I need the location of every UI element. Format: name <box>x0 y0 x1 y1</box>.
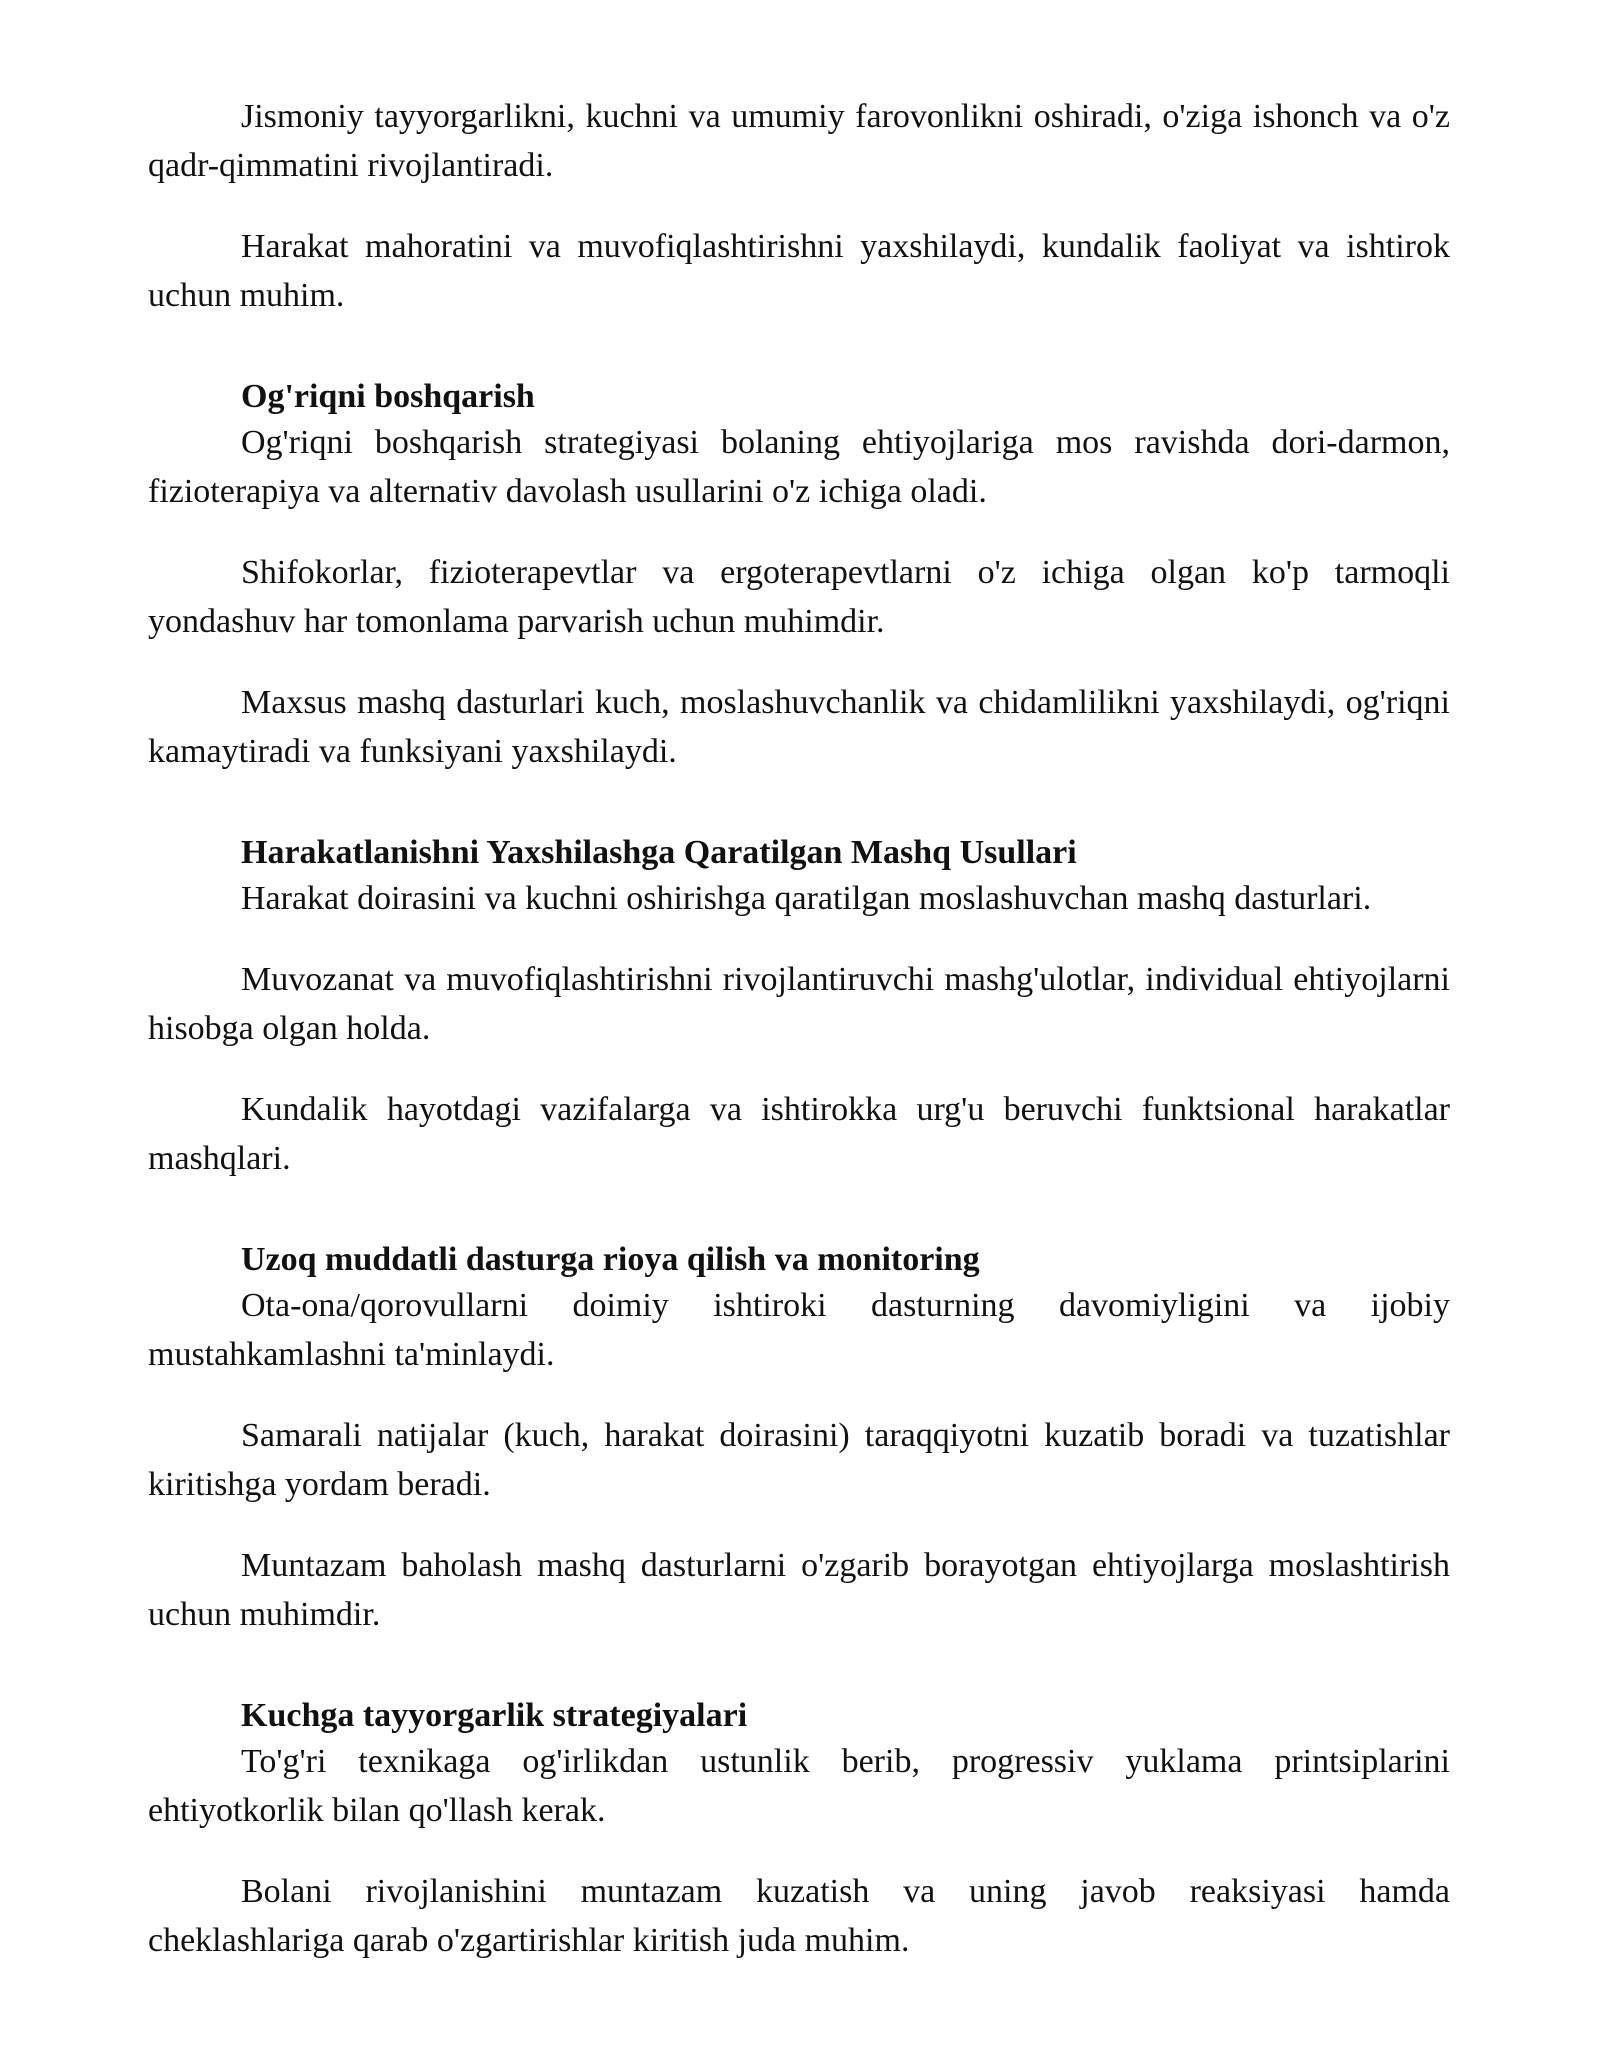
section-strength-training <box>148 1695 1450 1965</box>
section-paragraph: Og'riqni boshqarish strategiyasi bolaning ehtiyojlariga mos ravishda dori-darmon, fizioterapiya va alternativ davolash usullarini o'z ichiga oladi. <box>148 424 1450 510</box>
section-paragraph: Maxsus mashq dasturlari kuch, moslashuvchanlik va chidamlilikni yaxshilaydi, og'riqni kamaytiradi va funksiyani yaxshilaydi. <box>148 684 1450 770</box>
section-heading: Og'riqni boshqarish <box>241 378 535 415</box>
intro-paragraph: Jismoniy tayyorgarlikni, kuchni va umumiy farovonlikni oshiradi, o'ziga ishonch va o'z qadr-qimmatini rivojlantiradi. <box>148 98 1450 184</box>
section-heading: Uzoq muddatli dasturga rioya qilish va monitoring <box>241 1241 980 1278</box>
document-page <box>148 92 1450 1997</box>
section-paragraph: Muvozanat va muvofiqlashtirishni rivojlantiruvchi mashg'ulotlar, individual ehtiyojlarni hisobga olgan holda. <box>148 961 1450 1047</box>
section-paragraph: Muntazam baholash mashq dasturlarni o'zgarib borayotgan ehtiyojlarga moslashtirish uchun muhimdir. <box>148 1547 1450 1633</box>
section-paragraph: Bolani rivojlanishini muntazam kuzatish va uning javob reaksiyasi hamda cheklashlariga qarab o'zgartirishlar kiritish juda muhim. <box>148 1873 1450 1959</box>
section-heading: Harakatlanishni Yaxshilashga Qaratilgan Mashq Usullari <box>241 834 1077 871</box>
section-paragraph: Shifokorlar, fizioterapevtlar va ergoterapevtlarni o'z ichiga olgan ko'p tarmoqli yondashuv har tomonlama parvarish uchun muhimdir. <box>148 554 1450 640</box>
section-mobility-exercises <box>148 832 1450 1183</box>
section-paragraph: Kundalik hayotdagi vazifalarga va ishtirokka urg'u beruvchi funktsional harakatlar mashqlari. <box>148 1091 1450 1177</box>
section-paragraph: Samarali natijalar (kuch, harakat doirasini) taraqqiyotni kuzatib boradi va tuzatishlar kiritishga yordam beradi. <box>148 1417 1450 1503</box>
section-paragraph: To'g'ri texnikaga og'irlikdan ustunlik berib, progressiv yuklama printsiplarini ehtiyotkorlik bilan qo'llash kerak. <box>148 1743 1450 1829</box>
section-long-term-adherence <box>148 1239 1450 1639</box>
section-heading: Kuchga tayyorgarlik strategiyalari <box>241 1697 748 1734</box>
section-paragraph: Harakat doirasini va kuchni oshirishga qaratilgan moslashuvchan mashq dasturlari. <box>241 880 1372 917</box>
section-pain-management <box>148 376 1450 776</box>
section-paragraph: Ota-ona/qorovullarni doimiy ishtiroki dasturning davomiyligini va ijobiy mustahkamlashni ta'minlaydi. <box>148 1287 1450 1373</box>
intro-paragraph: Harakat mahoratini va muvofiqlashtirishni yaxshilaydi, kundalik faoliyat va ishtirok uchun muhim. <box>148 228 1450 314</box>
